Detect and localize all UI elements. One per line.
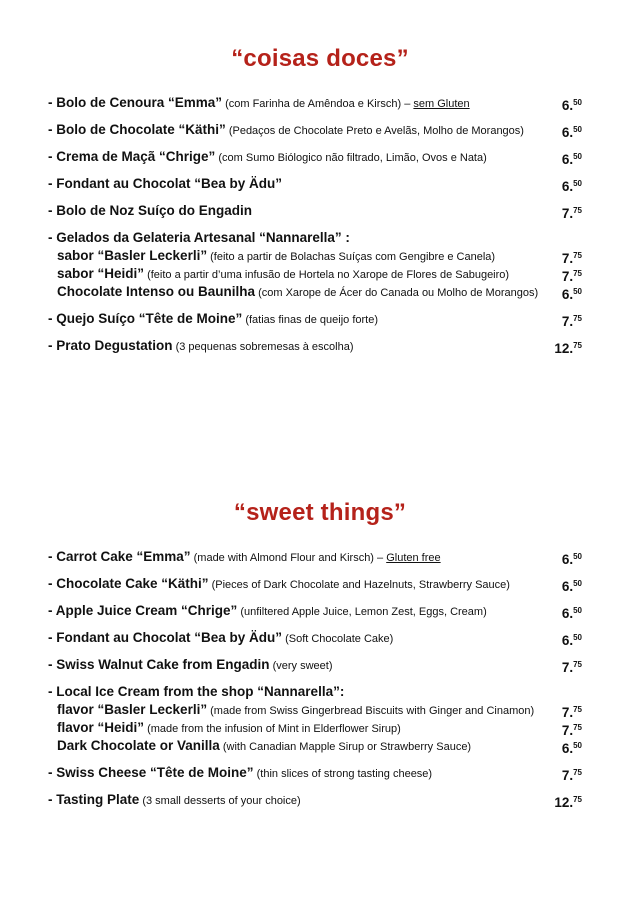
item-name: - Bolo de Chocolate “Käthi” [48, 122, 226, 137]
flavor-name: flavor “Basler Leckerli” [57, 702, 208, 717]
item-price: 7.75 [561, 206, 582, 221]
item-description: (made with Almond Flour and Kirsch) – [190, 552, 387, 564]
flavor-description: (feito a partir de Bolachas Suíças com Gengibre e Canela) [207, 251, 496, 263]
flavor-name: sabor “Basler Leckerli” [57, 248, 208, 263]
menu-item [48, 656, 582, 674]
menu-item [48, 764, 582, 782]
gluten-free-note: Gluten free [386, 552, 441, 564]
flavor-name: Chocolate Intenso ou Baunilha [57, 284, 256, 299]
menu-item [48, 791, 582, 809]
item-price: 6.50 [561, 579, 582, 594]
item-price: 12.75 [554, 795, 582, 810]
ice-cream-flavor [48, 701, 582, 719]
ice-cream-flavor [48, 719, 582, 737]
menu-item [48, 337, 582, 355]
menu-item [48, 148, 582, 166]
item-description: (very sweet) [269, 660, 333, 672]
item-price: 7.75 [561, 768, 582, 783]
section-title: “coisas doces” [231, 45, 409, 72]
ice-cream-flavor [48, 283, 582, 301]
menu-item-ice-cream [48, 229, 582, 301]
menu-item [48, 548, 582, 566]
flavor-description: (with Canadian Mapple Sirup or Strawberry Sauce) [219, 741, 472, 753]
item-description: (com Farinha de Amêndoa e Kirsch) – [222, 98, 414, 110]
item-name: - Swiss Walnut Cake from Engadin [48, 657, 270, 672]
item-name: - Bolo de Cenoura “Emma” [48, 95, 223, 110]
item-price: 6.50 [561, 287, 582, 302]
menu-item-ice-cream [48, 683, 582, 755]
item-price: 7.75 [561, 723, 582, 738]
menu-item [48, 602, 582, 620]
item-price: 6.50 [561, 606, 582, 621]
item-price: 6.50 [561, 125, 582, 140]
section-title: “sweet things” [233, 499, 407, 526]
ice-cream-flavor [48, 247, 582, 265]
item-price: 12.75 [554, 341, 582, 356]
item-name: - Tasting Plate [48, 792, 140, 807]
item-description: (3 small desserts of your choice) [139, 795, 301, 807]
menu-section-portuguese [0, 42, 640, 355]
item-name: - Gelados da Gelateria Artesanal “Nannarella” : [48, 230, 350, 245]
item-name: - Fondant au Chocolat “Bea by Ädu” [48, 176, 283, 191]
item-name: - Prato Degustation [48, 338, 173, 353]
item-name: - Apple Juice Cream “Chrige” [48, 603, 238, 618]
flavor-name: sabor “Heidi” [57, 266, 145, 281]
flavor-name: flavor “Heidi” [57, 720, 145, 735]
menu-item [48, 202, 582, 220]
flavor-description: (com Xarope de Ácer do Canada ou Molho de Morangos) [255, 287, 539, 299]
item-description: (com Sumo Biólogico não filtrado, Limão, Ovos e Nata) [215, 152, 487, 164]
item-name: - Bolo de Noz Suíço do Engadin [48, 203, 252, 218]
item-description: (Pedaços de Chocolate Preto e Avelãs, Molho de Morangos) [225, 125, 524, 137]
menu-item [48, 94, 582, 112]
menu-item [48, 121, 582, 139]
flavor-description: (feito a partir d’uma infusão de Hortela no Xarope de Flores de Sabugeiro) [144, 269, 510, 281]
item-name: - Quejo Suíço “Tête de Moine” [48, 311, 243, 326]
item-price: 6.50 [561, 179, 582, 194]
item-name: - Carrot Cake “Emma” [48, 549, 191, 564]
item-description: (Pieces of Dark Chocolate and Hazelnuts, Strawberry Sauce) [208, 579, 510, 591]
item-price: 7.75 [561, 314, 582, 329]
item-price: 6.50 [561, 633, 582, 648]
menu-item [48, 310, 582, 328]
ice-cream-flavor [48, 265, 582, 283]
ice-cream-flavor [48, 737, 582, 755]
menu-item [48, 575, 582, 593]
flavor-description: (made from the infusion of Mint in Elderflower Sirup) [144, 723, 401, 735]
menu-section-english [0, 496, 640, 809]
gluten-free-note: sem Gluten [413, 98, 470, 110]
menu-item [48, 175, 582, 193]
item-price: 6.50 [561, 98, 582, 113]
item-description: (Soft Chocolate Cake) [282, 633, 394, 645]
item-name: - Local Ice Cream from the shop “Nannarella”: [48, 684, 345, 699]
item-price: 7.75 [561, 705, 582, 720]
item-description: (fatias finas de queijo forte) [242, 314, 379, 326]
item-price: 6.50 [561, 152, 582, 167]
item-description: (thin slices of strong tasting cheese) [253, 768, 433, 780]
item-name: - Swiss Cheese “Tête de Moine” [48, 765, 254, 780]
item-price: 6.50 [561, 552, 582, 567]
flavor-name: Dark Chocolate or Vanilla [57, 738, 220, 753]
item-description: (unfiltered Apple Juice, Lemon Zest, Eggs, Cream) [237, 606, 487, 618]
item-price: 7.75 [561, 251, 582, 266]
item-price: 7.75 [561, 269, 582, 284]
item-price: 6.50 [561, 741, 582, 756]
item-name: - Fondant au Chocolat “Bea by Ädu” [48, 630, 283, 645]
item-price: 7.75 [561, 660, 582, 675]
flavor-description: (made from Swiss Gingerbread Biscuits with Ginger and Cinamon) [207, 705, 535, 717]
item-description: (3 pequenas sobremesas à escolha) [172, 341, 354, 353]
item-name: - Crema de Maçã “Chrige” [48, 149, 216, 164]
item-name: - Chocolate Cake “Käthi” [48, 576, 209, 591]
menu-item [48, 629, 582, 647]
